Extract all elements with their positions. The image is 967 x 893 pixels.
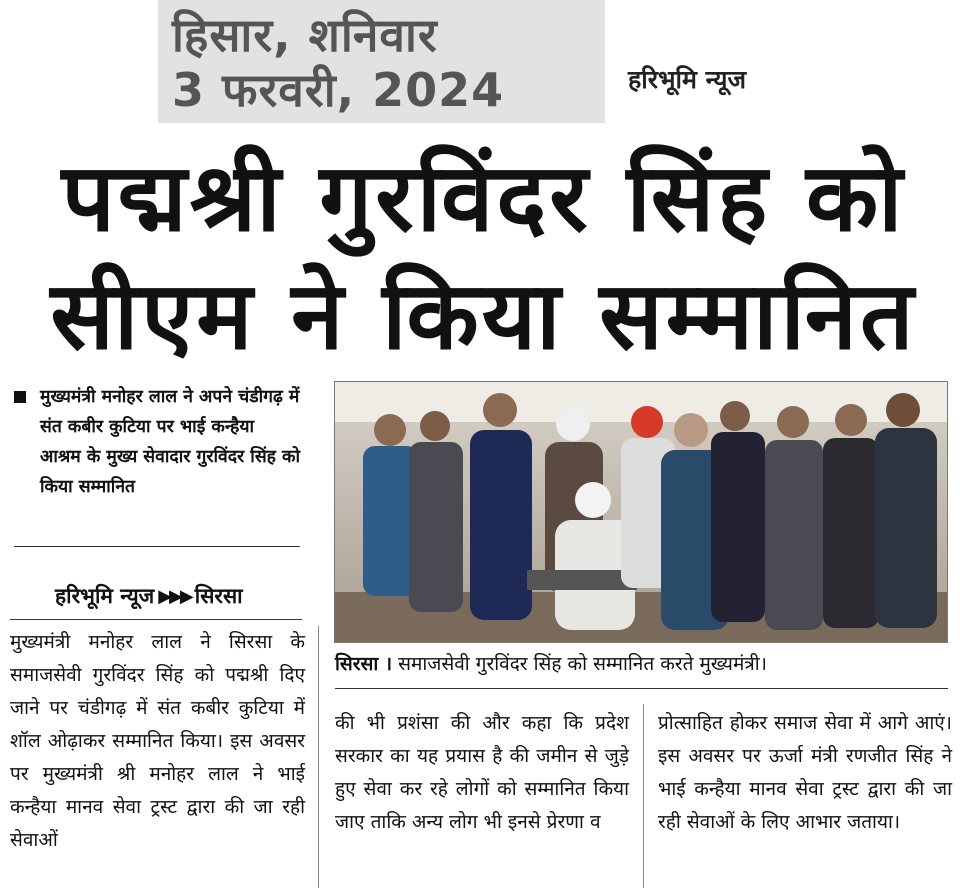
dateline-date: 3 फरवरी, 2024 xyxy=(172,63,505,117)
body-column-1: मुख्यमंत्री मनोहर लाल ने सिरसा के समाजसेवी गुरविंदर सिंह को पद्मश्री दिए जाने पर चंडीगढ़ में संत कबीर कुटिया में शॉल ओढ़ाकर सम्मानित किया। इस अवसर पर मुख्यमंत्री श्री मनोहर लाल ने भाई कन्हैया मानव सेवा ट्रस्ट द्वारा की जा रही सेवाओं xyxy=(10,631,305,851)
summary-divider xyxy=(14,546,300,547)
news-photo xyxy=(334,381,948,643)
body-column-3: प्रोत्साहित होकर समाज सेवा में आगे आएं। इस अवसर पर ऊर्जा मंत्री रणजीत सिंह ने भाई कन्हैया मानव सेवा ट्रस्ट द्वारा की जा रही सेवाओं के लिए आभार जताया। xyxy=(658,712,952,833)
headline xyxy=(0,140,967,376)
caption-place: सिरसा । xyxy=(335,653,393,675)
fast-forward-icon: ▶▶▶ xyxy=(158,585,191,607)
summary-text: मुख्यमंत्री मनोहर लाल ने अपने चंडीगढ़ में संत कबीर कुटिया पर भाई कन्हैया आश्रम के मुख्य सेवादार गुरविंदर सिंह को किया सम्मानित xyxy=(40,387,301,497)
summary-block xyxy=(14,382,300,502)
dateline-box xyxy=(158,0,605,123)
sub-byline xyxy=(55,582,243,610)
column-divider-2 xyxy=(643,704,644,888)
headline-line-2: सीएम ने किया सम्मानित xyxy=(50,262,917,371)
caption-text: समाजसेवी गुरविंदर सिंह को सम्मानित करते मुख्यमंत्री। xyxy=(398,653,767,675)
dateline-city-day: हिसार, शनिवार xyxy=(172,8,438,62)
headline-line-1: पद्मश्री गुरविंदर सिंह को xyxy=(61,144,906,253)
sub-byline-agency: हरिभूमि न्यूज xyxy=(55,584,155,608)
byline-divider xyxy=(10,619,302,620)
photo-caption xyxy=(335,650,767,676)
group-photo-image xyxy=(335,382,948,643)
column-divider-1 xyxy=(318,626,319,888)
top-byline: हरिभूमि न्यूज xyxy=(628,65,747,94)
body-column-2: की भी प्रशंसा की और कहा कि प्रदेश सरकार का यह प्रयास है की जमीन से जुड़े हुए सेवा कर रहे लोगों को सम्मानित किया जाए ताकि अन्य लोग भी इनसे प्रेरणा व xyxy=(335,712,629,833)
caption-divider xyxy=(335,688,948,689)
sub-byline-place: सिरसा xyxy=(194,584,243,608)
square-bullet-icon xyxy=(14,391,26,403)
